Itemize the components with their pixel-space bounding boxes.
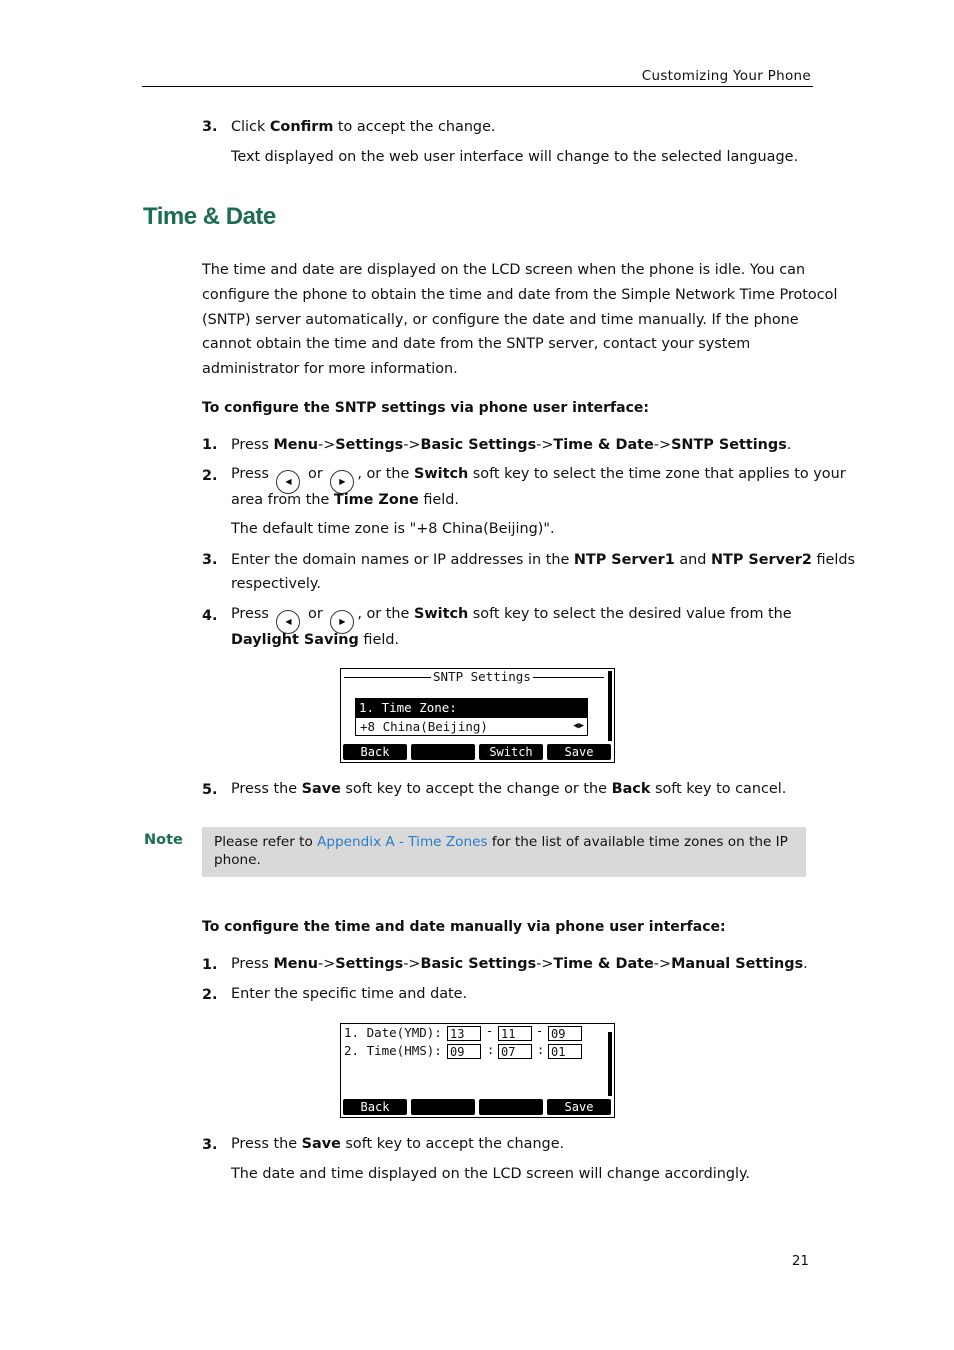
- intro-step-text: Click Confirm to accept the change.: [231, 119, 496, 135]
- time-hour-field: 09: [447, 1044, 481, 1059]
- sntp-step5-text: Press the Save soft key to accept the change or the Back soft key to cancel.: [231, 781, 787, 797]
- page-number: 21: [791, 1253, 809, 1269]
- date-day-field: 09: [548, 1026, 582, 1041]
- running-header: Customizing Your Phone: [641, 68, 811, 84]
- header-rule: [142, 86, 813, 87]
- step-number: 5.: [202, 782, 218, 798]
- time-minute-field: 07: [498, 1044, 532, 1059]
- softkey-back: Back: [343, 744, 407, 760]
- paragraph-line: configure the phone to obtain the time and date from the Simple Network Time Protocol: [202, 286, 838, 303]
- step-number: 3.: [202, 552, 218, 568]
- lcd-title: SNTP Settings: [433, 669, 531, 684]
- left-right-arrows-icon: ◀▶: [573, 721, 584, 731]
- lcd-value-field: +8 China(Beijing) ◀▶: [355, 717, 588, 736]
- manual-heading: To configure the time and date manually via phone user interface:: [202, 919, 726, 935]
- manual-step3-text: Press the Save soft key to accept the change.: [231, 1136, 565, 1152]
- paragraph-line: The time and date are displayed on the LCD screen when the phone is idle. You can: [202, 262, 806, 278]
- sntp-step2-line2: area from the Time Zone field.: [231, 492, 459, 508]
- softkey-save: Save: [547, 1099, 611, 1115]
- sntp-lcd-screen: [340, 668, 615, 763]
- right-nav-key-icon: ▶: [330, 610, 354, 634]
- time-separator: :: [537, 1043, 545, 1057]
- paragraph-line: administrator for more information.: [202, 361, 458, 378]
- step-number: 3.: [202, 1137, 218, 1153]
- left-nav-key-icon: ◀: [276, 470, 300, 494]
- intro-paragraph: [202, 258, 838, 382]
- left-nav-key-icon: ◀: [276, 610, 300, 634]
- lcd-time-label: 2. Time(HMS):: [344, 1043, 442, 1058]
- step-number: 2.: [202, 468, 218, 484]
- date-month-field: 11: [498, 1026, 532, 1041]
- note-text: Please refer to Appendix A - Time Zones for the list of available time zones on the IP phone.: [214, 834, 788, 868]
- sntp-heading: To configure the SNTP settings via phone user interface:: [202, 400, 649, 416]
- manual-lcd-screen: [340, 1023, 615, 1118]
- softkey-back: Back: [343, 1099, 407, 1115]
- softkey-blank: [411, 744, 475, 760]
- softkey-switch: Switch: [479, 744, 543, 760]
- time-separator: :: [487, 1043, 495, 1057]
- manual-step1-text: Press Menu->Settings->Basic Settings->Time & Date->Manual Settings.: [231, 956, 808, 972]
- date-separator: -: [486, 1024, 494, 1038]
- right-nav-key-icon: ▶: [330, 470, 354, 494]
- softkey-save: Save: [547, 744, 611, 760]
- sntp-step4-line1: Press ◀ or ▶ , or the Switch soft key to select the desired value from the: [231, 606, 792, 634]
- date-year-field: 13: [447, 1026, 481, 1041]
- paragraph-line: (SNTP) server automatically, or configure the date and time manually. If the phone: [202, 311, 799, 328]
- softkey-blank: [479, 1099, 543, 1115]
- date-separator: -: [536, 1024, 544, 1038]
- step-number: 2.: [202, 987, 218, 1003]
- section-title: Time & Date: [143, 203, 276, 230]
- sntp-step2-default: The default time zone is "+8 China(Beijing)".: [231, 521, 555, 537]
- step-number: 1.: [202, 437, 218, 453]
- softkey-blank: [411, 1099, 475, 1115]
- step-number: 4.: [202, 608, 218, 624]
- sntp-step2-line1: Press ◀ or ▶ , or the Switch soft key to select the time zone that applies to your: [231, 466, 846, 494]
- sntp-step3-line2: respectively.: [231, 576, 321, 592]
- manual-step2-text: Enter the specific time and date.: [231, 986, 468, 1002]
- step-number: 1.: [202, 957, 218, 973]
- sntp-step3-line1: Enter the domain names or IP addresses in the NTP Server1 and NTP Server2 fields: [231, 552, 856, 568]
- time-second-field: 01: [548, 1044, 582, 1059]
- note-label: Note: [144, 832, 183, 848]
- step-number: 3.: [202, 119, 218, 135]
- manual-step3-note: The date and time displayed on the LCD screen will change accordingly.: [231, 1166, 750, 1182]
- lcd-date-label: 1. Date(YMD):: [344, 1025, 442, 1040]
- lcd-scrollbar: [608, 671, 612, 741]
- lcd-scrollbar: [608, 1032, 612, 1096]
- sntp-step1-text: Press Menu->Settings->Basic Settings->Time & Date->SNTP Settings.: [231, 437, 792, 453]
- appendix-link[interactable]: Appendix A - Time Zones: [317, 834, 488, 850]
- intro-step-note: Text displayed on the web user interface will change to the selected language.: [231, 149, 799, 165]
- sntp-step4-line2: Daylight Saving field.: [231, 632, 400, 648]
- paragraph-line: cannot obtain the time and date from the SNTP server, contact your system: [202, 336, 751, 353]
- lcd-selected-row: 1. Time Zone:: [355, 698, 588, 717]
